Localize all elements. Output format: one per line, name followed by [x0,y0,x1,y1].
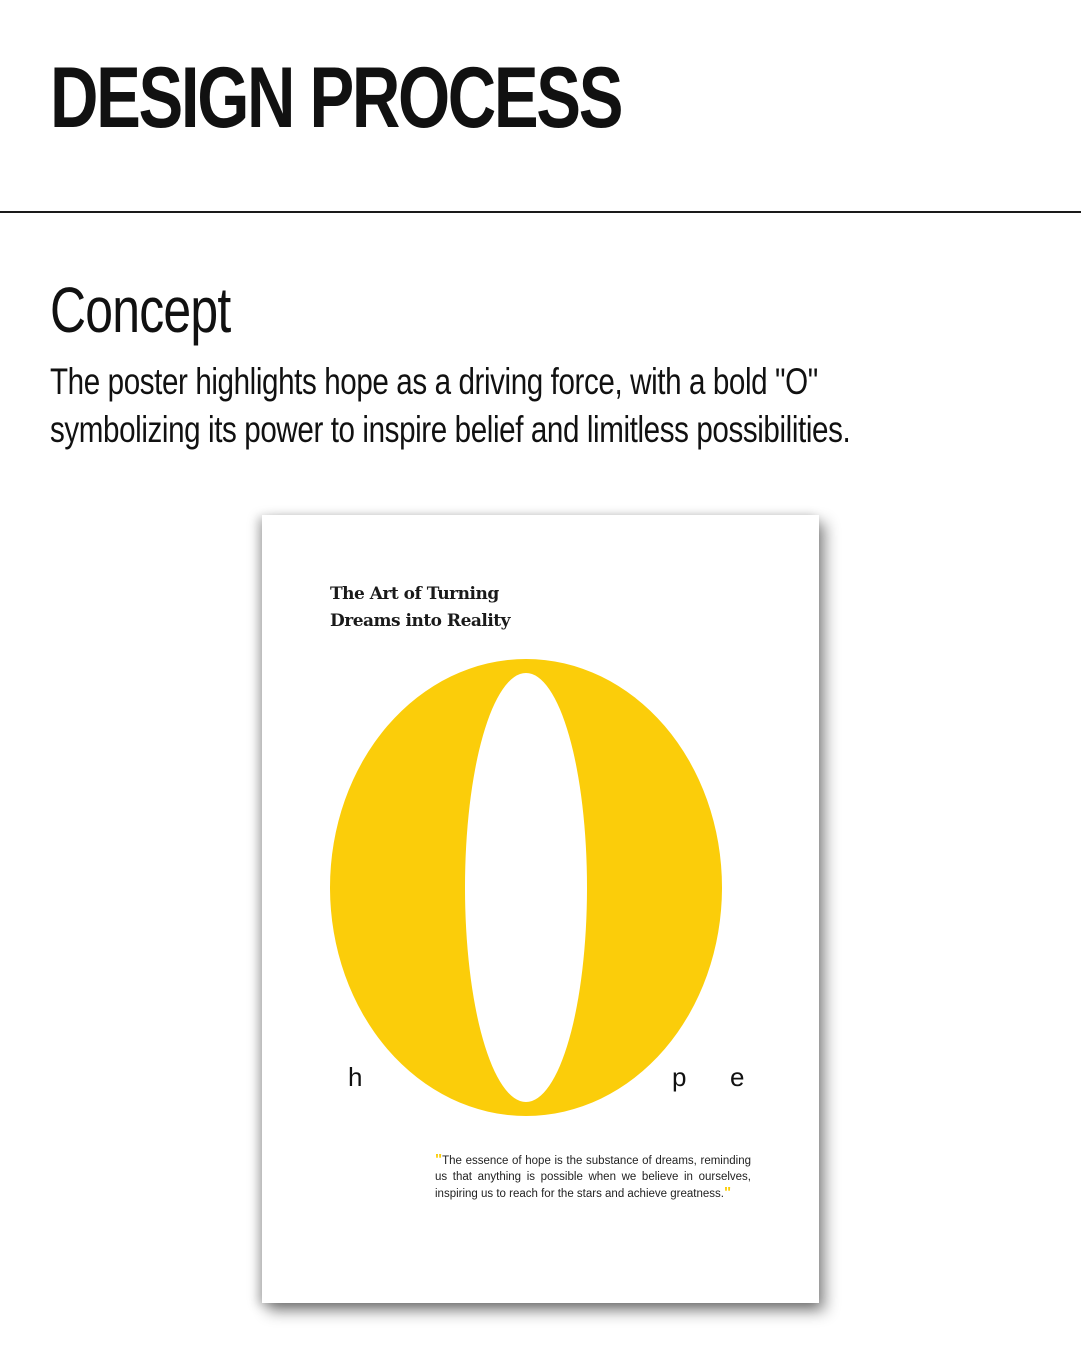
big-o-shape [330,659,722,1116]
description-line-2: symbolizing its power to inspire belief and limitless possibilities. [50,409,851,450]
quote-text: The essence of hope is the substance of dreams, reminding us that anything is possible when we believe in ourselves, inspiring us to reach for the stars and achieve greatness. [435,1155,751,1200]
poster-subtitle-line-1: The Art of Turning [330,584,499,604]
hope-letter-p: p [672,1062,687,1092]
poster-subtitle [330,581,510,635]
description-line-1: The poster highlights hope as a driving force, with a bold "O" [50,361,818,402]
section-heading: Concept [50,274,231,346]
quote-open-mark: " [435,1151,443,1168]
header-divider [0,211,1081,213]
poster-image [262,515,819,1303]
concept-description [50,358,850,454]
hope-letter-e: e [730,1062,745,1092]
hope-letter-h: h [348,1062,363,1092]
page-title: DESIGN PROCESS [50,50,622,146]
big-o-letter [330,659,722,1116]
poster-subtitle-line-2: Dreams into Reality [330,611,511,631]
quote-close-mark: " [723,1184,732,1201]
poster-quote [435,1152,751,1202]
